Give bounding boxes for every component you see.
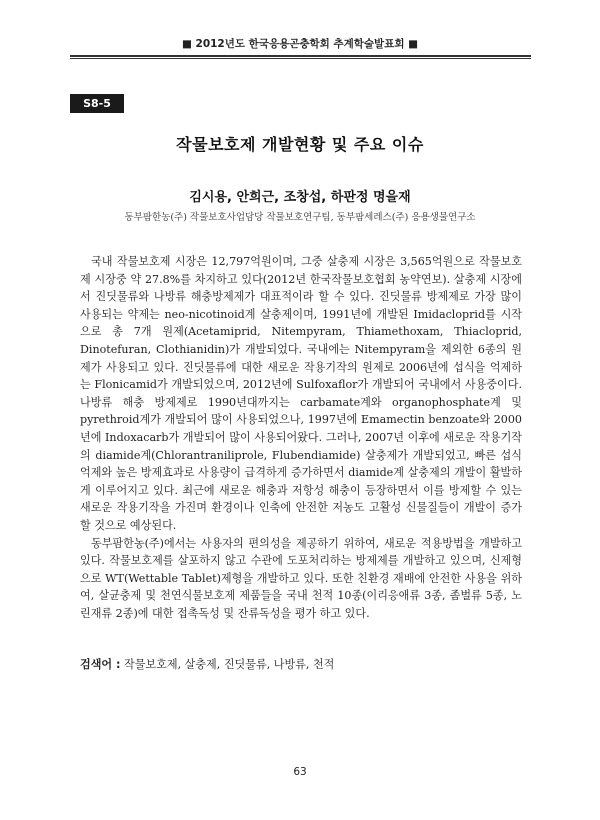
abstract-paragraph-2: 동부팜한농(주)에서는 사용자의 편의성을 제공하기 위하여, 새로운 적용방법을 개발하고 있다. 작물보호제를 살포하지 않고 수관에 도포처리하는 방제제를 개발하고 있으며, 신제형으로 WT(Wettable Tablet)제형을 개발하고 있다. 또한 친환경 재배에 안전한 사용을 위하여, 살균충제 및 천연식물보호제 제품들을 국내 천적 10종(이리응애류 3종, 좀벌류 5종, 노린재류 2종)에 대한 접촉독성 및 잔류독성을 평가 하고 있다. <box>80 536 522 620</box>
abstract-body <box>80 253 522 622</box>
keywords-label: 검색어 : <box>80 658 121 671</box>
author-list: 김시용, 안희근, 조창섭, 하판정 명을재 <box>189 190 411 205</box>
running-header: ■ 2012년도 한국응용곤충학회 추계학술발표회 ■ <box>181 38 419 50</box>
page-number: 63 <box>293 766 307 778</box>
header-rule-thin <box>70 58 531 59</box>
affiliation: 동부팜한농(주) 작물보호사업담당 작물보호연구팀, 동부팜세레스(주) 응용생물연구소 <box>124 212 476 223</box>
keywords-text: 작물보호제, 살충제, 진딧물류, 나방류, 천적 <box>123 658 335 671</box>
keywords <box>80 656 522 672</box>
header-rule <box>70 55 531 57</box>
paper-title: 작물보호제 개발현황 및 주요 이슈 <box>176 135 424 154</box>
session-badge: S8-5 <box>70 94 124 113</box>
abstract-paragraph-1: 국내 작물보호제 시장은 12,797억원이며, 그중 살충제 시장은 3,565억원으로 작물보호제 시장중 약 27.8%를 차지하고 있다(2012년 한국작물보호협회 농약연보). 살충제 시장에서 진딧물류와 나방류 해충방제제가 대표적이라 할 수 있다. 진딧물류 방제제로 가장 많이 사용되는 약제는 neo-nicotinoid계 살충제이며, 1991년에 개발된 Imidacloprid를 시작으로 총 7개 원제(Acetamiprid, Nitempyram, Thiamethoxam, Thiacloprid, Dinotefuran, Clothianidin)가 개발되었다. 국내에는 Nitempyram을 제외한 6종의 원제가 사용되고 있다. 진딧물류에 대한 새로운 작용기작의 원제로 2006년에 섭식을 억제하는 Flonicamid가 개발되었으며, 2012년에 Sulfoxaflor가 개발되어 국내에서 사용중이다. 나방류 해충 방제제로 1990년대까지는 carbamate계와 organophosphate계 및 pyrethroid계가 개발되어 많이 사용되었으나, 1997년에 Emamectin benzoate와 2000년에 Indoxacarb가 개발되어 많이 사용되어왔다. 그러나, 2007년 이후에 새로운 작용기작의 diamide계(Chlorantraniliprole, Flubendiamide) 살충제가 개발되었고, 빠른 섭식억제와 높은 방제효과로 사용량이 급격하게 증가하면서 diamide계 살충제의 개발이 활발하게 이루어지고 있다. 최근에 새로운 해충과 저항성 해충이 등장하면서 이를 방제할 수 있는 새로운 작용기작을 가진며 환경이나 인축에 안전한 저농도 고활성 신물질들이 개발이 증가할 것으로 예상된다. <box>80 255 522 532</box>
